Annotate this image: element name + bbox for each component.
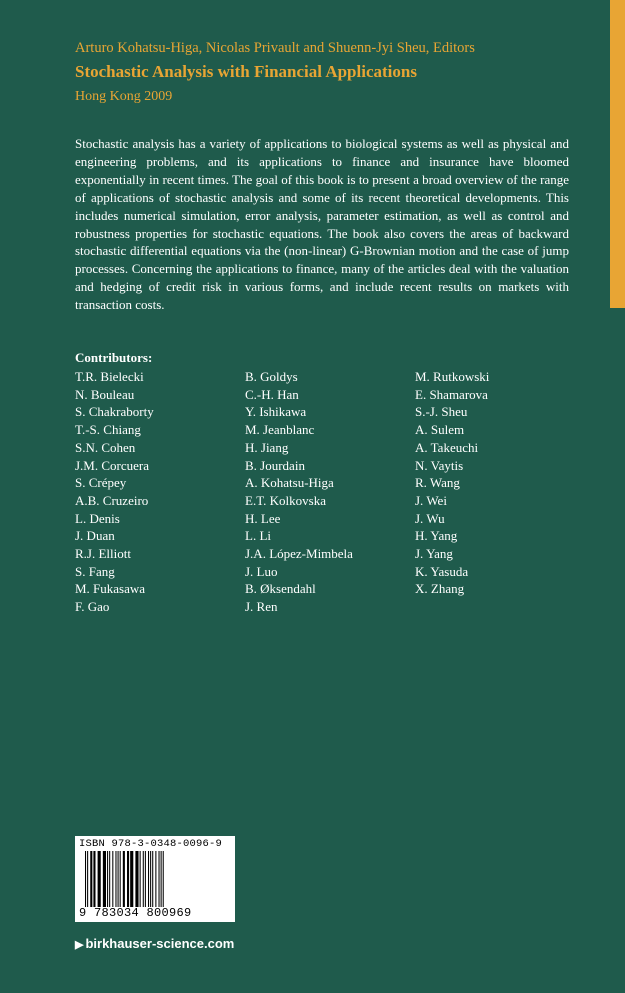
contributor-name: J.A. López-Mimbela — [245, 546, 353, 562]
contributor-name: T.R. Bielecki — [75, 369, 144, 384]
barcode-bar — [145, 851, 146, 907]
contributor-name: J. Yang — [415, 546, 453, 562]
barcode-bar — [148, 851, 149, 907]
contributor-name: S.N. Cohen — [75, 439, 136, 455]
contributor-name: B. Jourdain — [245, 457, 305, 473]
barcode-bar — [98, 851, 101, 907]
contributor-name: H. Yang — [415, 528, 458, 544]
contributor-name: J. Luo — [245, 563, 278, 579]
contributor-name: M. Jeanblanc — [245, 422, 315, 438]
contributor-name: J.M. Corcuera — [75, 457, 150, 473]
contributor-name: L. Li — [245, 528, 271, 544]
contributor-name: S. Chakraborty — [75, 404, 154, 420]
contributor-name: J. Duan — [75, 528, 115, 544]
contributor-name: F. Gao — [75, 599, 110, 615]
accent-stripe — [610, 0, 625, 308]
contributors-column-1 — [75, 368, 154, 616]
barcode-bars — [83, 851, 235, 907]
barcode-bar — [112, 851, 113, 907]
isbn-label: ISBN 978-3-0348-0096-9 — [79, 838, 223, 850]
contributor-name: T.-S. Chiang — [75, 422, 141, 438]
contributor-name: J. Ren — [245, 599, 278, 615]
barcode-bar — [127, 851, 129, 907]
book-title: Stochastic Analysis with Financial Applications — [75, 62, 417, 81]
contributor-name: R. Wang — [415, 475, 460, 491]
contributor-name: A. Sulem — [415, 422, 465, 438]
barcode-bar — [85, 851, 86, 907]
barcode-bar — [152, 851, 153, 907]
contributor-name: E. Shamarova — [415, 386, 488, 402]
contributor-name: N. Bouleau — [75, 386, 135, 402]
contributor-name: S.-J. Sheu — [415, 404, 468, 420]
barcode-bar — [123, 851, 125, 907]
barcode-bar — [115, 851, 116, 907]
barcode-bar — [150, 851, 151, 907]
barcode-digits: 9 783034 800969 — [79, 906, 192, 920]
contributor-name: L. Denis — [75, 510, 120, 526]
barcode-bar — [161, 851, 162, 907]
barcode-bar — [135, 851, 138, 907]
contributor-name: R.J. Elliott — [75, 546, 131, 562]
contributors-heading: Contributors: — [75, 350, 153, 365]
barcode-bar — [143, 851, 144, 907]
contributor-name: C.-H. Han — [245, 386, 299, 402]
contributor-name: B. Øksendahl — [245, 581, 316, 597]
contributor-name: J. Wu — [415, 510, 445, 526]
barcode-bar — [163, 851, 164, 907]
contributors-column-3 — [415, 368, 489, 598]
book-description: Stochastic analysis has a variety of applications to biological systems as well as physical and engineering problems, and its applications to finance and insurance have bloomed exponentially in recent times. The goal of this book is to present a broad overview of the range of applications of stochastic analysis and some of its recent theoretical developments. This includes numerical simulation, error analysis, parameter estimation, as well as control and robustness properties for stochastic equations. The book also covers the areas of backward stochastic differential equations via the (non-linear) G-Brownian motion and the case of jump processes. Concerning the applications to finance, many of the articles deal with the valuation and hedging of credit risk in various forms, and include recent results on markets with transaction costs. — [75, 136, 569, 313]
contributor-name: H. Jiang — [245, 439, 289, 455]
contributor-name: A. Kohatsu-Higa — [245, 475, 334, 491]
barcode-bar — [87, 851, 88, 907]
contributor-name: J. Wei — [415, 492, 447, 508]
contributor-name: M. Rutkowski — [415, 369, 490, 384]
contributor-name: B. Goldys — [245, 369, 298, 384]
barcode-bar — [140, 851, 141, 907]
contributor-name: A. Takeuchi — [415, 439, 479, 455]
barcode-bar — [107, 851, 108, 907]
barcode-bar — [109, 851, 110, 907]
barcode-bar — [93, 851, 95, 907]
barcode-bar — [118, 851, 119, 907]
contributor-name: N. Vaytis — [415, 457, 464, 473]
contributor-name: S. Crépey — [75, 475, 127, 491]
contributor-name: Y. Ishikawa — [245, 404, 307, 420]
contributor-name: A.B. Cruzeiro — [75, 492, 149, 508]
barcode-bar — [103, 851, 106, 907]
contributor-name: K. Yasuda — [415, 563, 469, 579]
contributor-name: H. Lee — [245, 510, 281, 526]
barcode-bar — [155, 851, 156, 907]
contributor-name: S. Fang — [75, 563, 115, 579]
website-label: birkhauser-science.com — [85, 936, 235, 951]
contributors-column-2 — [245, 368, 353, 616]
barcode-bar — [120, 851, 121, 907]
contributor-name: X. Zhang — [415, 581, 465, 597]
editors-line: Arturo Kohatsu-Higa, Nicolas Privault and Shuenn-Jyi Sheu, Editors — [75, 40, 475, 56]
barcode — [75, 836, 235, 922]
publisher-website[interactable] — [75, 936, 234, 951]
contributor-name: E.T. Kolkovska — [245, 492, 326, 508]
book-subtitle: Hong Kong 2009 — [75, 89, 173, 104]
triangle-right-icon: ▶ — [75, 939, 84, 951]
barcode-bar — [130, 851, 133, 907]
barcode-bar — [90, 851, 92, 907]
contributor-name: M. Fukasawa — [75, 581, 146, 597]
barcode-bar — [159, 851, 160, 907]
